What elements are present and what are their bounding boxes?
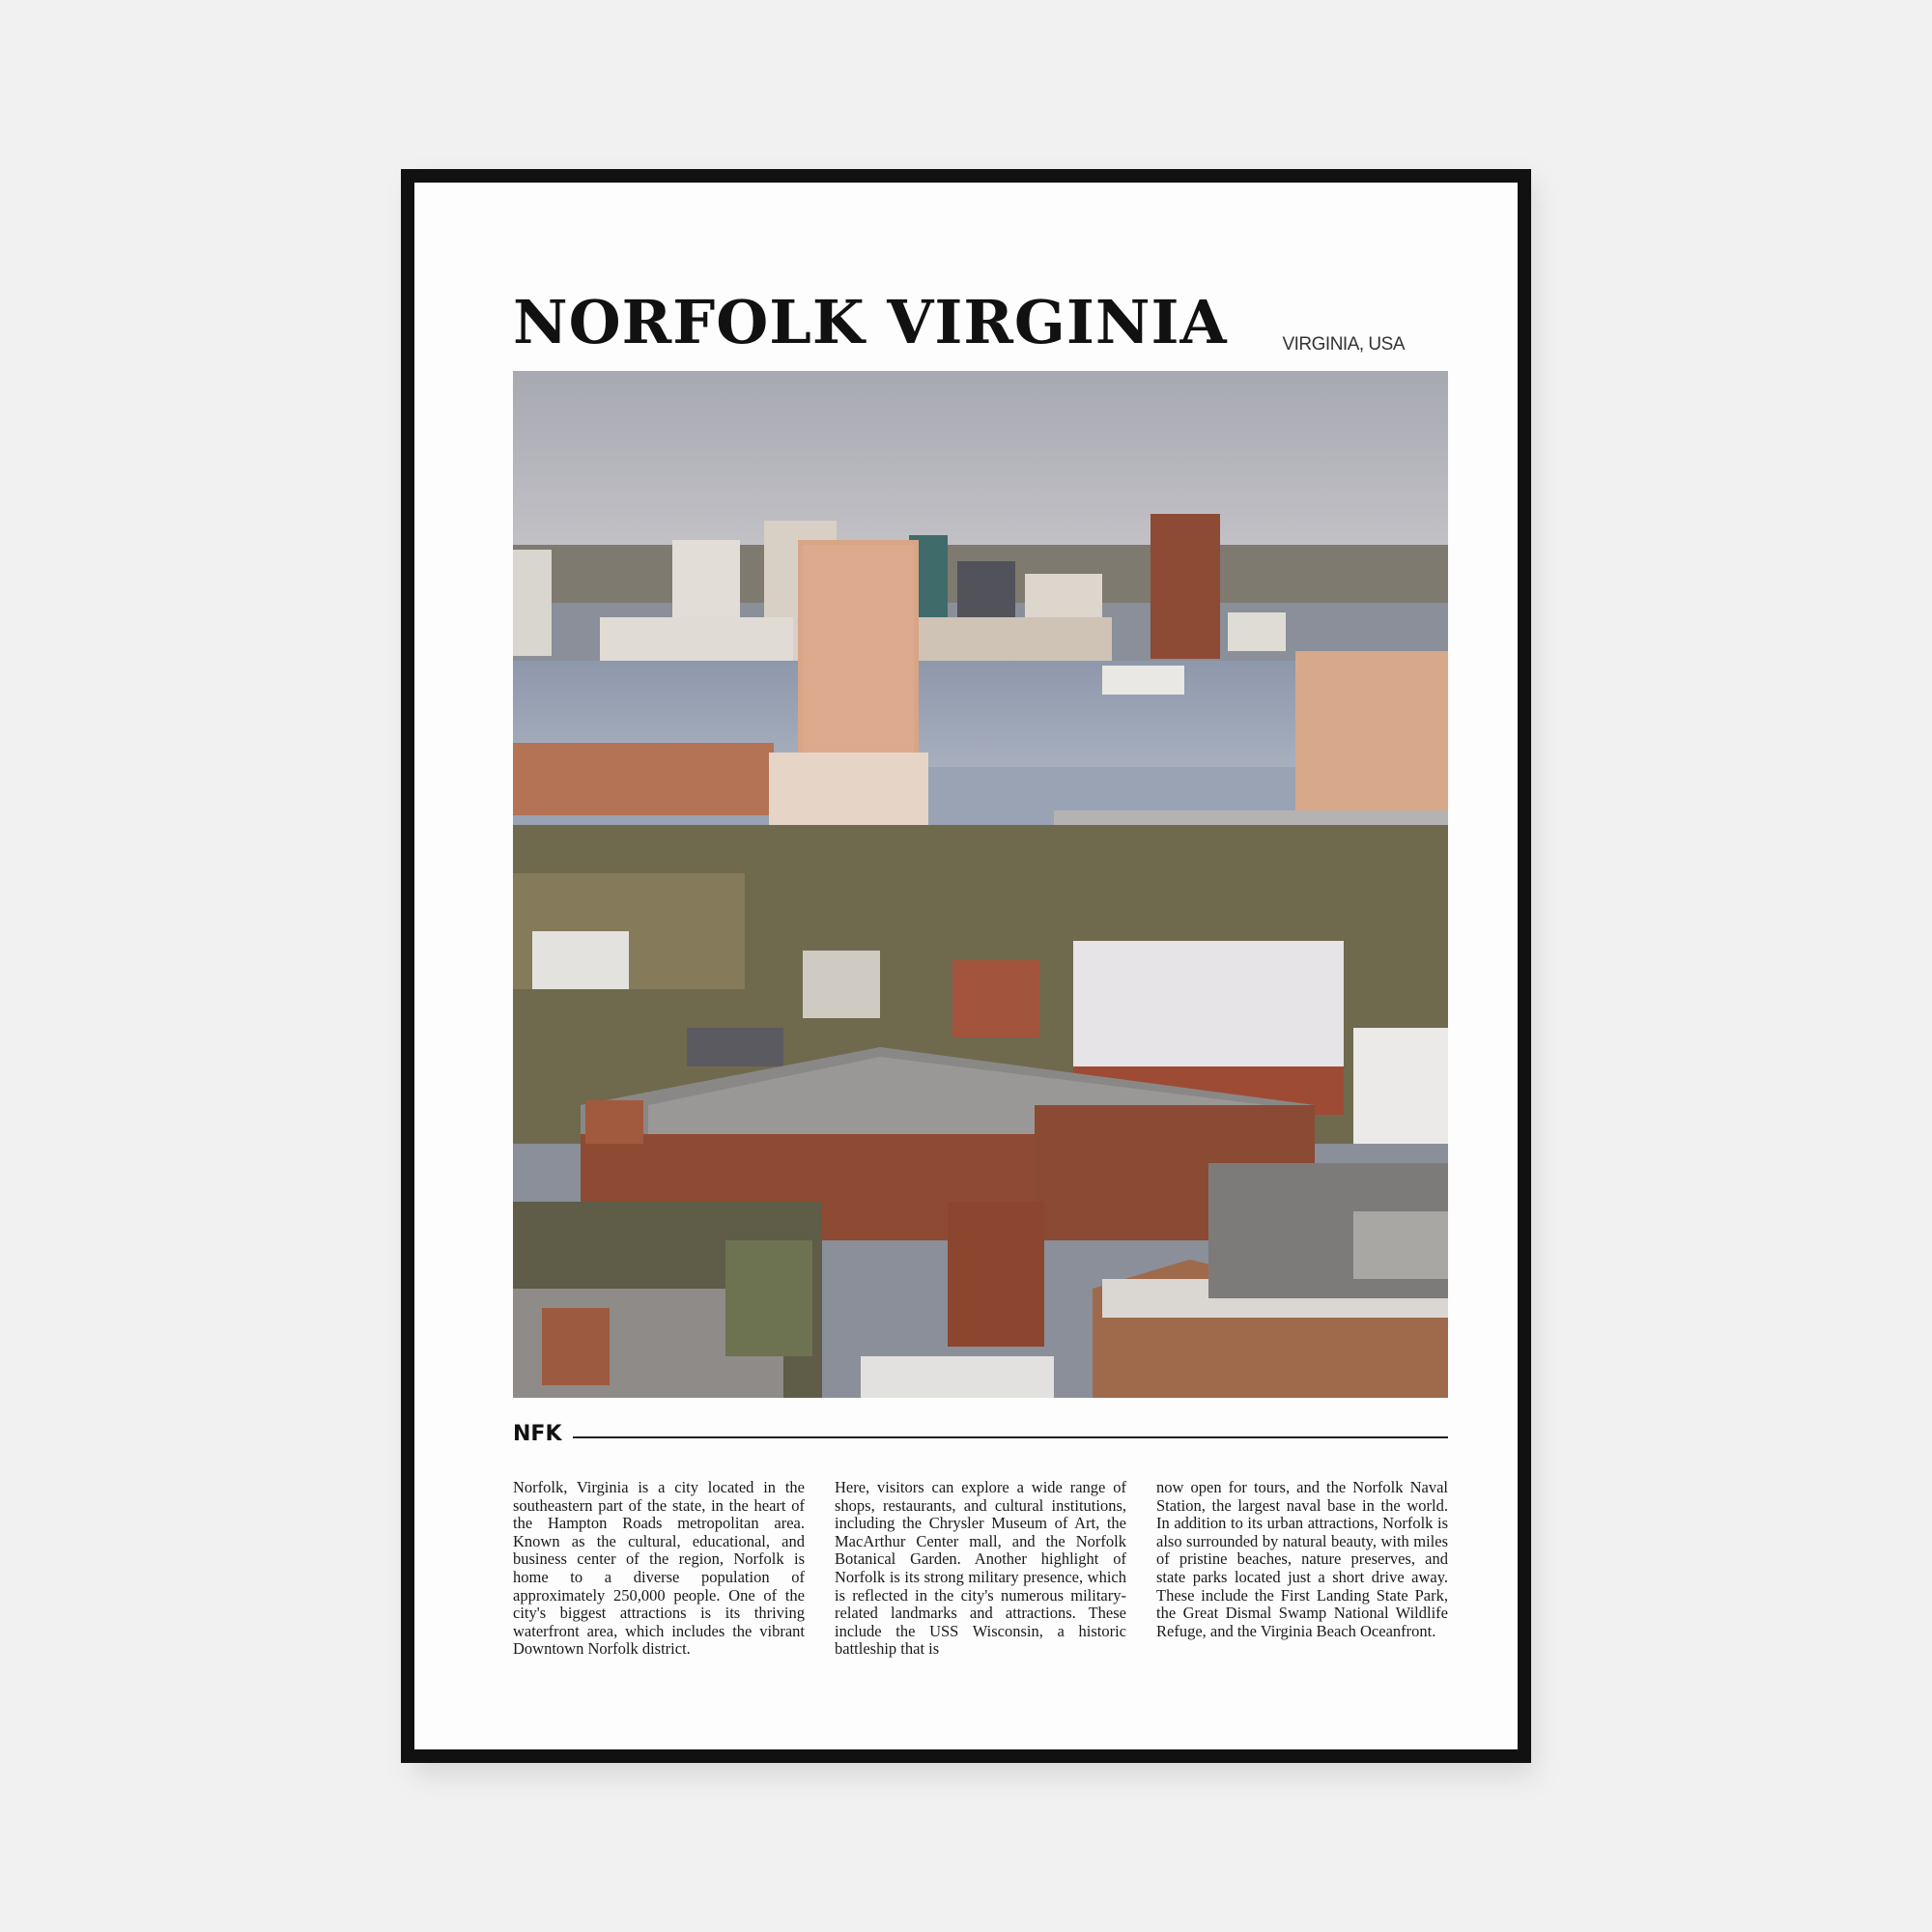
code-row — [513, 1422, 1448, 1451]
poster-paper — [414, 183, 1518, 1749]
poster-title: NORFOLK VIRGINIA — [513, 287, 1228, 357]
poster-frame — [401, 169, 1531, 1763]
description-columns — [513, 1479, 1448, 1659]
description-column-1: Norfolk, Virginia is a city located in the southeastern part of the state, in the heart of the Hampton Roads metropolitan area. Known as the cultural, educational, and business center of the region, Norfolk is home to a diverse population of approximately 250,000 people. One of the city's biggest attractions is its thriving waterfront area, which includes the vibrant Downtown Norfolk district. — [513, 1478, 805, 1659]
city-photo — [513, 371, 1448, 1398]
divider-line — [573, 1436, 1448, 1438]
poster-subtitle: VIRGINIA, USA — [1282, 334, 1405, 355]
city-code: NFK — [513, 1422, 562, 1446]
description-column-2: Here, visitors can explore a wide range of shops, restaurants, and cultural institutions, including the Chrysler Museum of Art, the MacArthur Center mall, and the Norfolk Botanical Garden. Another highlight of Norfolk is its strong military presence, which is reflected in the city's numerous military-related landmarks and attractions. These include the USS Wisconsin, a historic battleship that is — [835, 1478, 1126, 1659]
description-column-3: now open for tours, and the Norfolk Naval Station, the largest naval base in the world. In addition to its urban attractions, Norfolk is also surrounded by natural beauty, with miles of pristine beaches, nature preserves, and state parks located just a short drive away. These include the First Landing State Park, the Great Dismal Swamp National Wildlife Refuge, and the Virginia Beach Oceanfront. — [1156, 1478, 1448, 1640]
